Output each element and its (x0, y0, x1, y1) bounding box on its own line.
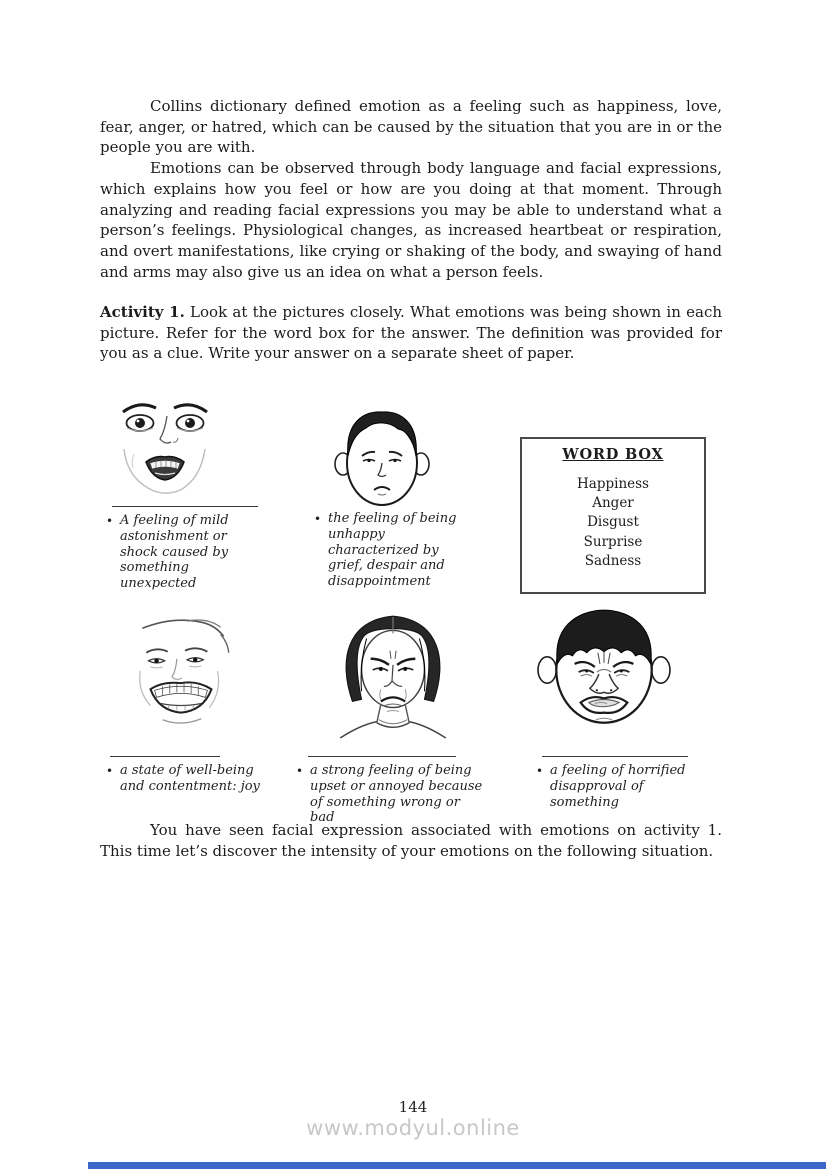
activity-1-label: Activity 1. (100, 303, 185, 321)
activity-1-instructions: Look at the pictures closely. What emotions was being shown in each picture. Refer for the word box for the answer. The definition was provided for you as a clue. Write your answer on a separate sheet of paper. (100, 303, 723, 363)
word-box-item: Anger (592, 495, 634, 512)
caption-sadness-text: the feeling of being unhappy characterized by grief, despair and disappointment (328, 511, 457, 590)
caption-anger (296, 763, 488, 826)
word-box-title: WORD BOX (562, 446, 664, 463)
word-box-item: Surprise (583, 533, 643, 550)
happiness-face-sketch (122, 612, 244, 734)
intro-paragraph-1: Collins dictionary defined emotion as a feeling such as happiness, love, fear, anger, or hatred, which can be caused by the situation that you are in or the people you are with. (100, 97, 722, 157)
caption-anger-text: a strong feeling of being upset or annoyed because of something wrong or bad (310, 763, 483, 826)
page-number: 144 (398, 1098, 428, 1116)
bullet-icon: • (106, 764, 114, 778)
activity-1-paragraph (100, 302, 722, 364)
answer-blank-surprise (112, 506, 258, 507)
caption-sadness (314, 511, 466, 590)
word-box-item: Disgust (587, 514, 639, 531)
sadness-face-sketch (332, 408, 432, 512)
caption-happiness (106, 763, 274, 795)
word-box (520, 437, 706, 594)
watermark: www.modyul.online (306, 1116, 520, 1140)
disgust-face-sketch (536, 604, 672, 736)
answer-blank-disgust (542, 756, 688, 757)
closing-paragraph: You have seen facial expression associated with emotions on activity 1. This time let’s discover the intensity of your emotions on the following situation. (100, 821, 722, 860)
word-box-item: Sadness (584, 552, 642, 569)
intro-paragraph-2: Emotions can be observed through body language and facial expressions, which explains how you feel or how are you doing at that moment. Through analyzing and reading facial expressions you may be able to understand what a person’s feelings. Physiological changes, as increased heartbeat or respiration, and overt manifestations, like crying or shaking of the body, and swaying of hand and arms may also give us an idea on what a person feels. (100, 159, 722, 281)
caption-disgust (536, 763, 712, 810)
caption-disgust-text: a feeling of horrified disapproval of something (550, 763, 686, 810)
bullet-icon: • (314, 512, 322, 526)
caption-surprise (106, 513, 268, 592)
answer-blank-anger (308, 756, 456, 757)
closing-section (100, 820, 722, 861)
intro-section (100, 96, 722, 282)
word-box-item: Happiness (577, 476, 649, 492)
footer-accent-bar (88, 1162, 826, 1169)
answer-blank-happiness (110, 756, 220, 757)
bullet-icon: • (296, 764, 304, 778)
bullet-icon: • (106, 514, 114, 528)
bullet-icon: • (536, 764, 544, 778)
surprise-face-sketch (110, 392, 222, 498)
anger-face-sketch (326, 608, 460, 740)
word-box-list (522, 475, 704, 571)
caption-happiness-text: a state of well-being and contentment: joy (120, 763, 260, 794)
caption-surprise-text: A feeling of mild astonishment or shock caused by something unexpected (120, 513, 229, 592)
